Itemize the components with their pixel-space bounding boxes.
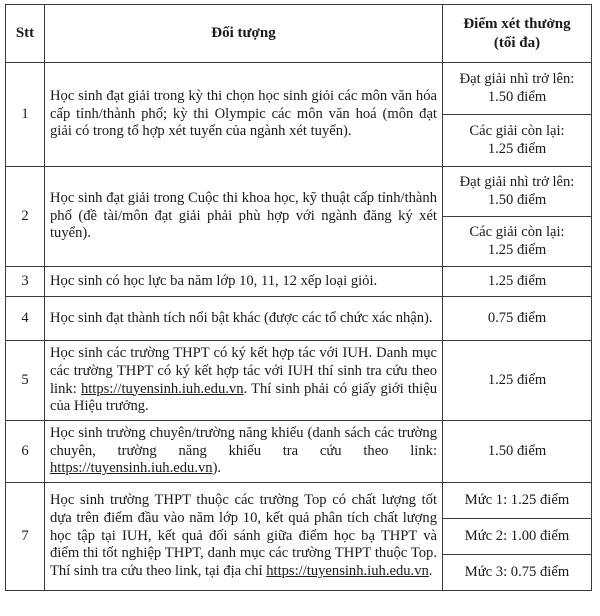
- description-text: .: [428, 563, 433, 580]
- row-points: [443, 63, 592, 115]
- points-label: Đạt giải nhì trở lên:: [459, 70, 575, 87]
- tuyensinh-link[interactable]: https://tuyensinh.iuh.edu.vn: [80, 380, 244, 397]
- header-doi-tuong: Đối tượng: [45, 5, 443, 63]
- points-value: Mức 2: 1.00 điểm: [443, 519, 592, 555]
- table-row: [6, 63, 592, 115]
- table-row: [6, 267, 592, 297]
- points-value: 1.50 điểm: [487, 88, 547, 105]
- row-stt: 3: [6, 267, 45, 297]
- points-label: Các giải còn lại:: [469, 122, 565, 139]
- points-value: Mức 1: 1.25 điểm: [443, 483, 592, 519]
- row-points: [443, 217, 592, 267]
- row-description: [45, 483, 443, 591]
- points-value: 1.25 điểm: [487, 241, 547, 258]
- description-text: Học sinh trường THPT thuộc các trường Top có chất lượng tốt dựa trên điểm đầu vào năm lớp 10, kết quả phân tích chất lượng học tập tại IUH, kết quả đối sánh giữa điểm học bạ THPT và điểm thi tốt nghiệp THPT, danh mục các trường THPT thuộc Top. Thí sinh tra cứu theo link, tại địa chỉ: [50, 492, 437, 580]
- row-description: Học sinh đạt giải trong kỳ thi chọn học sinh giỏi các môn văn hóa cấp tỉnh/thành phố; kỳ thi Olympic các môn văn hoá (môn đạt giải có trong tổ hợp xét tuyển của ngành xét tuyển).: [45, 63, 443, 167]
- header-stt: Stt: [6, 5, 45, 63]
- table-row: [6, 483, 592, 519]
- points-value: 1.25 điểm: [487, 140, 547, 157]
- row-stt: 4: [6, 297, 45, 341]
- tuyensinh-link[interactable]: https://tuyensinh.iuh.edu.vn: [266, 563, 429, 580]
- points-value: Mức 3: 0.75 điểm: [443, 555, 592, 591]
- row-stt: 2: [6, 167, 45, 267]
- description-text: Học sinh trường chuyên/trường năng khiếu (danh sách các trường chuyên, trường năng khiếu tra cứu theo link:: [50, 424, 437, 459]
- header-diem-line2: (tối đa): [493, 34, 541, 51]
- header-diem: [443, 5, 592, 63]
- tuyensinh-link[interactable]: https://tuyensinh.iuh.edu.vn: [50, 460, 213, 477]
- points-value: 0.75 điểm: [443, 297, 592, 341]
- row-stt: 5: [6, 341, 45, 421]
- table-row: [6, 421, 592, 483]
- row-description: [45, 341, 443, 421]
- table-row: [6, 297, 592, 341]
- row-stt: 7: [6, 483, 45, 591]
- row-description: Học sinh có học lực ba năm lớp 10, 11, 12 xếp loại giỏi.: [45, 267, 443, 297]
- bonus-points-table: [5, 4, 592, 591]
- description-text: . Thí sinh phải có giấy giới thiệu của Hiệu trưởng.: [50, 380, 437, 415]
- points-value: 1.50 điểm: [443, 421, 592, 483]
- row-description: Học sinh đạt giải trong Cuộc thi khoa học, kỹ thuật cấp tỉnh/thành phố (đề tài/môn đạt giải phải phù hợp với ngành đăng ký xét tuyển).: [45, 167, 443, 267]
- row-points: [443, 115, 592, 167]
- row-description: [45, 421, 443, 483]
- points-value: 1.50 điểm: [487, 191, 547, 208]
- points-value: 1.25 điểm: [443, 341, 592, 421]
- description-text: ).: [212, 460, 222, 477]
- table-row: [6, 167, 592, 217]
- points-value: 1.25 điểm: [443, 267, 592, 297]
- description-text: Học sinh các trường THPT có ký kết hợp tác với IUH. Danh mục các trường THPT có ký kết hợp tác với IUH thí sinh tra cứu theo link:: [50, 344, 437, 397]
- points-label: Các giải còn lại:: [469, 223, 565, 240]
- points-label: Đạt giải nhì trở lên:: [459, 173, 575, 190]
- row-stt: 6: [6, 421, 45, 483]
- row-points: [443, 167, 592, 217]
- header-diem-line1: Điểm xét thưởng: [463, 16, 571, 33]
- row-stt: 1: [6, 63, 45, 167]
- table-header-row: [6, 5, 592, 63]
- row-description: Học sinh đạt thành tích nổi bật khác (được các tổ chức xác nhận).: [45, 297, 443, 341]
- table-row: [6, 341, 592, 421]
